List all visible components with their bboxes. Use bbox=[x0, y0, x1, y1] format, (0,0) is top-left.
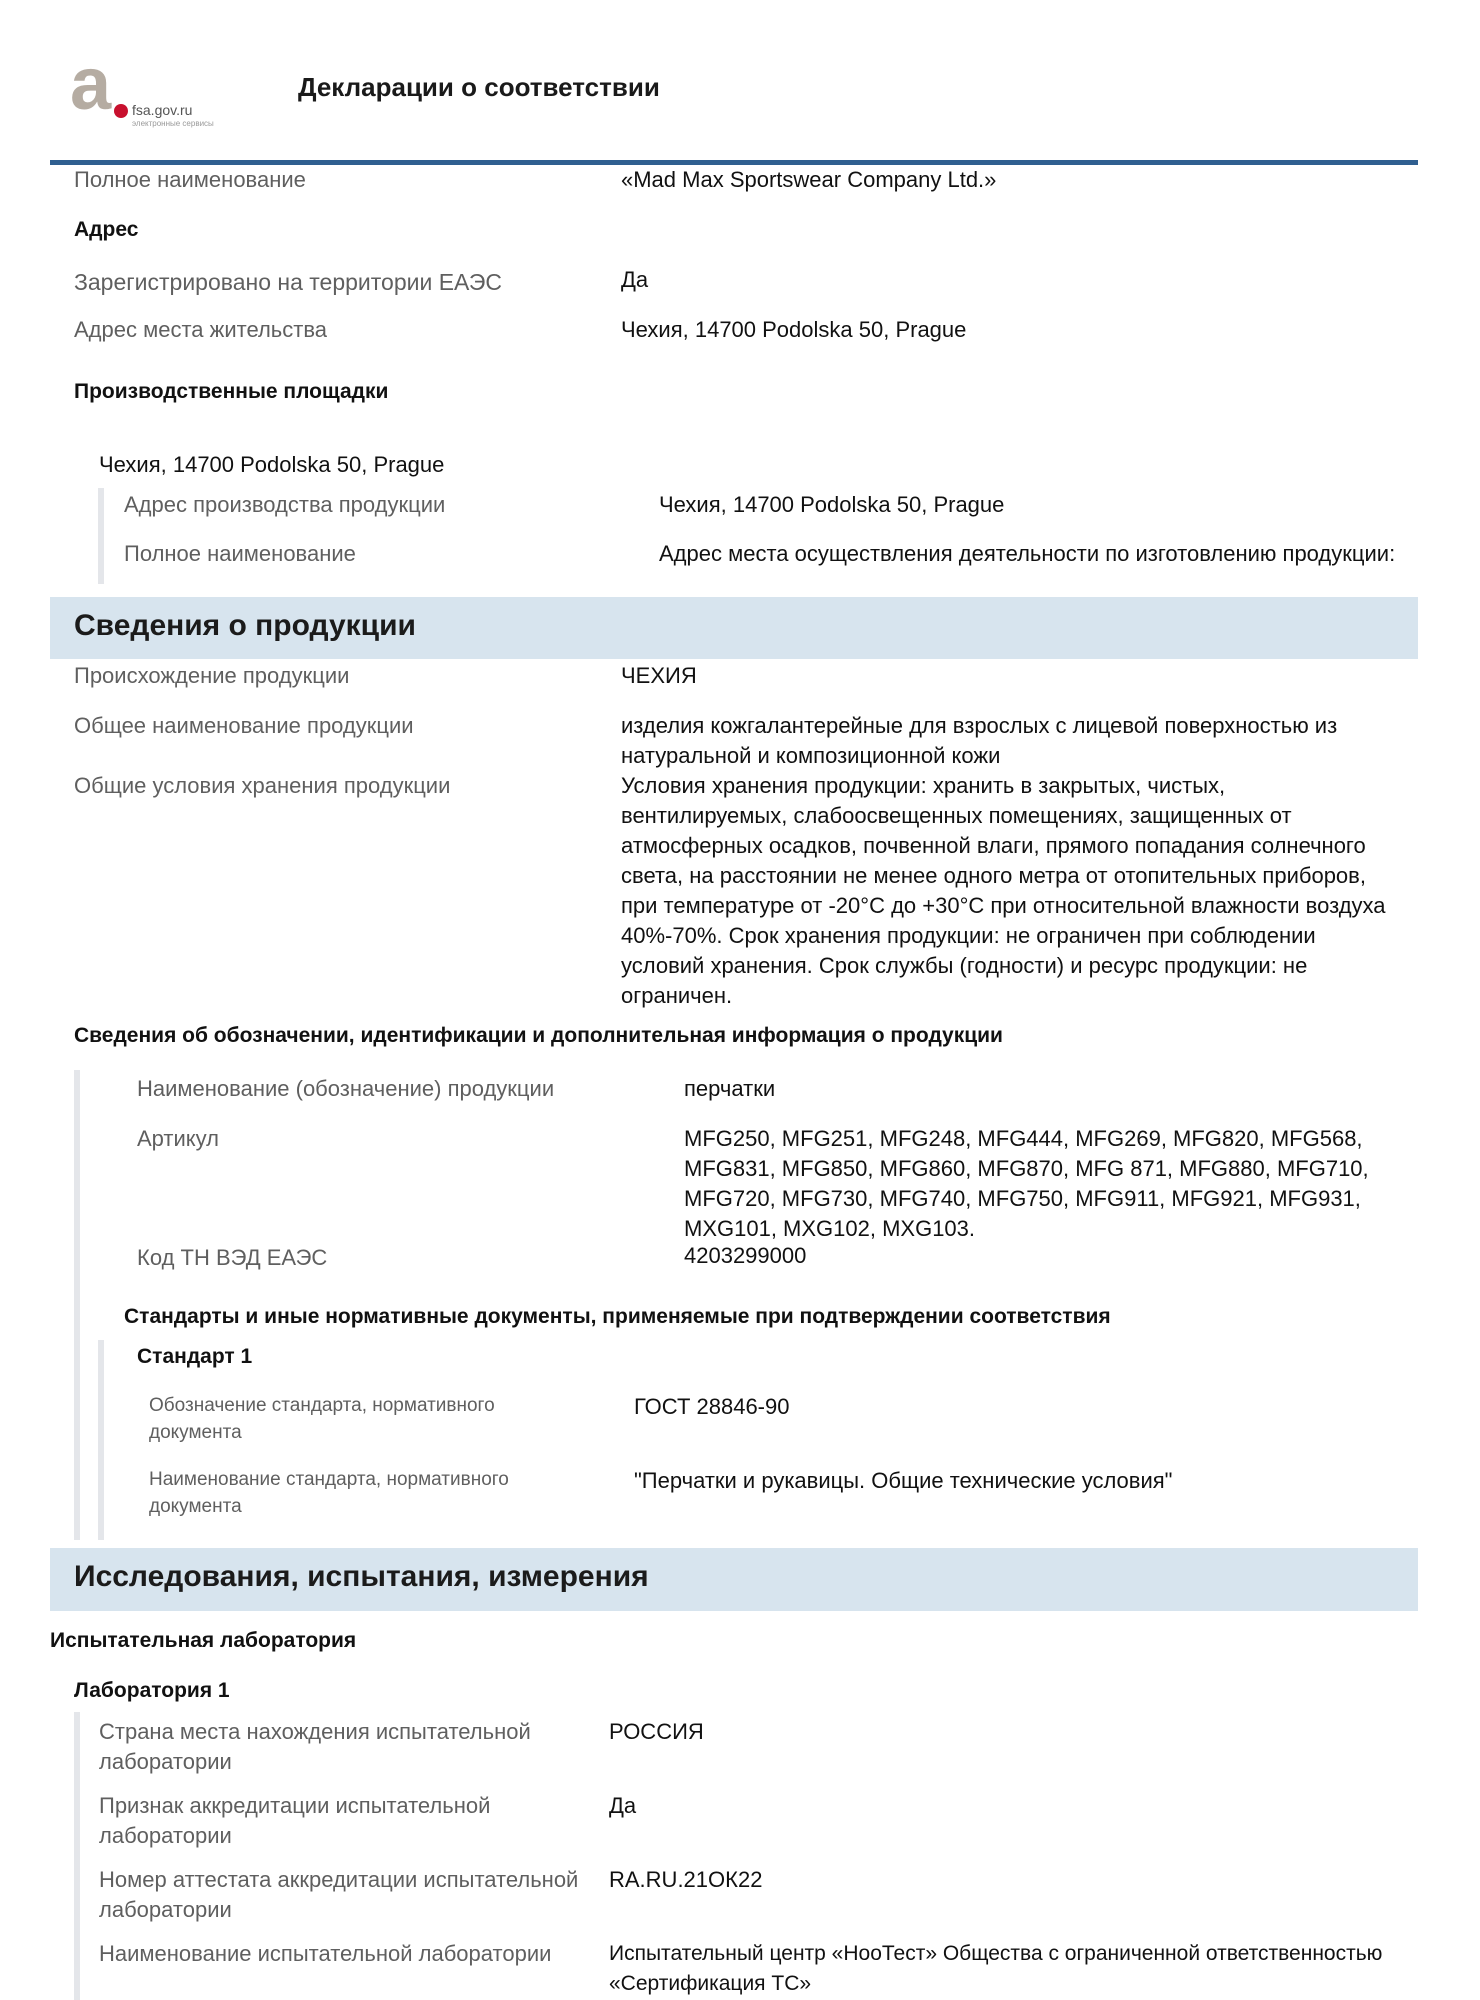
lab-certificate-label-line: лаборатории bbox=[99, 1897, 232, 1922]
storage-line: при температуре от -20°С до +30°С при относительной влажности воздуха bbox=[621, 893, 1386, 918]
standards-inner-bar bbox=[98, 1340, 104, 1540]
lab-name-line: Испытательный центр «НооТест» Общества с ограниченной ответственностью bbox=[609, 1942, 1383, 1965]
storage-line: света, на расстоянии не менее одного метра от отопительных приборов, bbox=[621, 863, 1366, 888]
standard-name-label bbox=[149, 1466, 509, 1520]
lab-1-title: Лаборатория 1 bbox=[74, 1679, 230, 1702]
logo-site: fsa.gov.ru bbox=[132, 102, 193, 118]
article-line: MFG831, MFG850, MFG860, MFG870, MFG 871, MFG880, MFG710, bbox=[684, 1156, 1369, 1181]
standards-outer-bar bbox=[74, 1290, 80, 1540]
lab-accreditation-label-line: Признак аккредитации испытательной bbox=[99, 1793, 491, 1818]
general-name-value bbox=[621, 711, 1337, 771]
storage-line: Условия хранения продукции: хранить в закрытых, чистых, bbox=[621, 773, 1226, 798]
page-title: Декларации о соответствии bbox=[298, 72, 660, 102]
research-section-title: Исследования, испытания, измерения bbox=[74, 1560, 649, 1593]
residence-address-value: Чехия, 14700 Podolska 50, Prague bbox=[621, 317, 967, 342]
production-site-title: Чехия, 14700 Podolska 50, Prague bbox=[99, 452, 445, 477]
origin-value: ЧЕХИЯ bbox=[621, 663, 697, 688]
lab-accreditation-label bbox=[99, 1791, 490, 1851]
lab-country-label-line: лаборатории bbox=[99, 1749, 232, 1774]
storage-label: Общие условия хранения продукции bbox=[74, 773, 451, 798]
storage-line: условий хранения. Срок службы (годности) и ресурс продукции: не bbox=[621, 953, 1308, 978]
lab-country-label bbox=[99, 1717, 531, 1777]
article-value bbox=[684, 1124, 1369, 1244]
applicant-full-name-label: Полное наименование bbox=[74, 167, 306, 192]
article-line: MXG101, MXG102, MXG103. bbox=[684, 1216, 976, 1241]
production-sites-heading: Производственные площадки bbox=[74, 380, 389, 403]
storage-line: вентилируемых, слабоосвещенных помещениях, защищенных от bbox=[621, 803, 1292, 828]
standard-designation-label bbox=[149, 1392, 495, 1446]
fsa-logo bbox=[70, 42, 250, 136]
lab-certificate-label bbox=[99, 1865, 578, 1925]
lab-heading: Испытательная лаборатория bbox=[50, 1629, 357, 1652]
production-full-name-value: Адрес места осуществления деятельности по изготовлению продукции: bbox=[659, 541, 1396, 566]
product-section-title: Сведения о продукции bbox=[74, 609, 416, 642]
standard-name-label-line: Наименование стандарта, нормативного bbox=[149, 1469, 509, 1490]
lab-name-value bbox=[609, 1939, 1382, 1999]
address-heading: Адрес bbox=[74, 218, 139, 241]
lab-name-label: Наименование испытательной лаборатории bbox=[99, 1941, 552, 1966]
general-name-line: изделия кожгалантерейные для взрослых с лицевой поверхностью из bbox=[621, 713, 1338, 738]
eaeu-registered-label: Зарегистрировано на территории ЕАЭС bbox=[74, 269, 503, 295]
lab-bar bbox=[74, 1712, 80, 2000]
designation-value: перчатки bbox=[684, 1076, 776, 1101]
lab-country-value: РОССИЯ bbox=[609, 1719, 704, 1744]
standard-1-title: Стандарт 1 bbox=[137, 1345, 253, 1368]
lab-accreditation-label-line: лаборатории bbox=[99, 1823, 232, 1848]
standards-heading: Стандарты и иные нормативные документы, применяемые при подтверждении соответствия bbox=[124, 1305, 1111, 1328]
tnved-label: Код ТН ВЭД ЕАЭС bbox=[137, 1245, 328, 1270]
lab-country-label-line: Страна места нахождения испытательной bbox=[99, 1719, 531, 1744]
production-address-value: Чехия, 14700 Podolska 50, Prague bbox=[659, 492, 1005, 517]
logo-subtitle: электронные сервисы bbox=[132, 119, 214, 128]
lab-name-line: «Сертификация ТС» bbox=[609, 1972, 812, 1995]
storage-value bbox=[621, 771, 1386, 1011]
lab-certificate-value: RA.RU.21ОК22 bbox=[609, 1867, 763, 1892]
identification-heading: Сведения об обозначении, идентификации и дополнительная информация о продукции bbox=[74, 1024, 1003, 1047]
article-line: MFG250, MFG251, MFG248, MFG444, MFG269, MFG820, MFG568, bbox=[684, 1126, 1363, 1151]
general-name-label: Общее наименование продукции bbox=[74, 713, 414, 738]
origin-label: Происхождение продукции bbox=[74, 663, 350, 688]
residence-address-label: Адрес места жительства bbox=[74, 317, 328, 342]
general-name-line: натуральной и композиционной кожи bbox=[621, 743, 1001, 768]
designation-label: Наименование (обозначение) продукции bbox=[137, 1076, 555, 1101]
storage-line: ограничен. bbox=[621, 983, 733, 1008]
lab-certificate-label-line: Номер аттестата аккредитации испытательной bbox=[99, 1867, 579, 1892]
production-full-name-label: Полное наименование bbox=[124, 541, 356, 566]
identification-bar bbox=[74, 1070, 80, 1290]
production-site-bar bbox=[98, 488, 104, 584]
tnved-value: 4203299000 bbox=[684, 1243, 807, 1268]
storage-line: 40%-70%. Срок хранения продукции: не ограничен при соблюдении bbox=[621, 923, 1316, 948]
standard-designation-label-line: Обозначение стандарта, нормативного bbox=[149, 1395, 495, 1416]
logo-red-dot bbox=[114, 104, 128, 118]
standard-designation-label-line: документа bbox=[149, 1422, 242, 1443]
eaeu-registered-value: Да bbox=[621, 267, 649, 292]
article-line: MFG720, MFG730, MFG740, MFG750, MFG911, MFG921, MFG931, bbox=[684, 1186, 1361, 1211]
storage-line: атмосферных осадков, почвенной влаги, прямого попадания солнечного bbox=[621, 833, 1366, 858]
standard-name-label-line: документа bbox=[149, 1496, 242, 1517]
applicant-full-name-value: «Mad Max Sportswear Company Ltd.» bbox=[621, 167, 997, 192]
research-section-band bbox=[50, 1548, 1418, 1611]
lab-accreditation-value: Да bbox=[609, 1793, 637, 1818]
standard-name-value: "Перчатки и рукавицы. Общие технические условия" bbox=[634, 1468, 1173, 1493]
standard-designation-value: ГОСТ 28846-90 bbox=[634, 1394, 790, 1419]
article-label: Артикул bbox=[137, 1126, 220, 1151]
product-section-band bbox=[50, 597, 1418, 659]
production-address-label: Адрес производства продукции bbox=[124, 492, 446, 517]
logo-letter: а bbox=[70, 42, 112, 125]
